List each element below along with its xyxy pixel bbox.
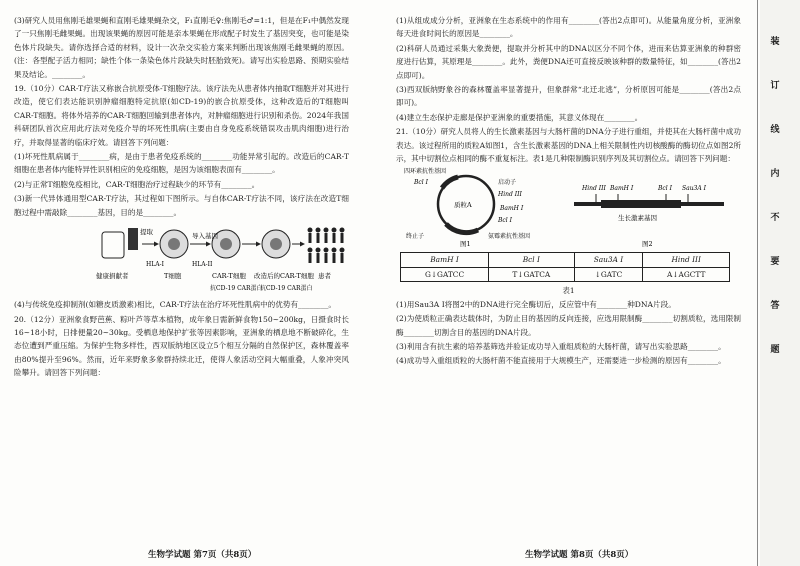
fig-label-extract: 提取 xyxy=(140,228,153,237)
footer-page-7: 生物学试题 第7页（共8页） xyxy=(148,550,257,560)
table-cell: G↓GATCC xyxy=(401,267,489,281)
fig-label-patient: 患者 xyxy=(318,272,331,281)
footer-page-8: 生物学试题 第8页（共8页） xyxy=(525,550,634,560)
restriction-enzyme-table xyxy=(400,252,730,282)
fig-label-donor: 健康捐献者 xyxy=(96,272,129,281)
fig1-label-terminator: 终止子 xyxy=(406,233,425,241)
fig1-label-hind3: Hind III xyxy=(498,191,522,199)
fig-label-import-gene: 导入基因 xyxy=(192,232,218,241)
fig2-label-gh-gene: 生长激素基因 xyxy=(618,214,657,223)
fig1-label-tet: 四环素抗性基因 xyxy=(404,168,447,176)
fig-label-hla2-a: HLA-II xyxy=(192,261,213,269)
fig2-label-sau3a: Sau3A I xyxy=(682,185,706,193)
question-21-4: (4)成功导入重组质粒的大肠杆菌不能直接用于大规模生产，还需要进一步检测的原因有________。 xyxy=(396,356,726,366)
fig1-label-amp: 氨霉素抗性基因 xyxy=(488,233,531,241)
table-header-cell: Bcl I xyxy=(489,253,574,267)
ampicillin-gene-arc xyxy=(446,224,478,233)
question-21-1: (1)用Sau3A I将图2中的DNA进行完全酶切后，反应管中有________种DNA片段。 xyxy=(396,299,676,309)
question-18-3: (3)研究人员用焦刚毛雄果蝇和直刚毛雄果蝇杂交，F₁直刚毛♀:焦刚毛♂=1:1，但是在F₁中偶然发现了一只焦刚毛雌果蝇。出现该果蝇的原因可能是亲本果蝇在形成配子时发生了基因突变，也可能是染色体片段缺失。请你选择合适的材料，设计一次杂交实验方案来判断出现该焦刚毛雌果蝇的原因。(注：各型配子活力相同；缺性个体一条染色体片段缺失时胚胎致死)。请写出实验思路、预期实验结果及结论。________。 xyxy=(14,16,349,79)
modified-car-t-nucleus xyxy=(270,238,282,250)
table-header-row xyxy=(401,253,730,267)
question-19-4: (4)与传统免疫抑制剂(如糖皮质激素)相比，CAR-T疗法在治疗坏死性肌病中的优势有________。 xyxy=(14,300,337,310)
t-cell-nucleus xyxy=(168,238,180,250)
fig2-label-hind3: Hind III xyxy=(582,185,606,193)
table-row xyxy=(401,267,730,281)
question-20-4: (4)建立生态保护走廊是保护亚洲象的重要措施，其意义体现在________。 xyxy=(396,112,643,122)
car-t-process-diagram xyxy=(14,220,349,298)
question-20-2: (2)科研人员通过采集大象粪便，提取并分析其中的DNA以区分不同个体，进而来估算亚洲象的种群密度进行估算，其原理是________。此外，粪便DNA还可直接反映该种群的数量特征，如________(答出2点即可)。 xyxy=(396,43,741,80)
fig-label-hla1-a: HLA-I xyxy=(146,261,164,269)
table-cell: T↓GATCA xyxy=(489,267,574,281)
question-19-2: (2)与正常T细胞免疫相比，CAR-T细胞治疗过程缺少的环节有________。 xyxy=(14,179,260,189)
donor-arm-shape xyxy=(102,232,124,258)
table-cell: A↓AGCTT xyxy=(643,267,730,281)
car-t-cell-nucleus xyxy=(220,238,232,250)
fig2-label-bamh1: BamH I xyxy=(610,185,634,193)
fig-label-car-protein-1: 抗CD-19 CAR蛋白 xyxy=(210,285,263,293)
patient-figures xyxy=(308,228,345,264)
fig1-label-bcl-2: Bcl I xyxy=(498,217,512,225)
table-cell: ↓GATC xyxy=(574,267,643,281)
question-19-intro: 19.（10分）CAR-T疗法又称嵌合抗原受体-T细胞疗法。该疗法先从患者体内抽取T细胞并对其进行改造，使它们表达能识别肿瘤细胞特定抗原(如CD-19)的嵌合抗原受体，这种改造后的T细胞叫CAR-T细胞。将体外培养的CAR-T细胞回输到患者体内，对肿瘤细胞进行识别和杀伤。2024年我国科研团队首次应用此疗法对免疫介导的坏死性肌病(主要由自身免疫系统错误攻击肌肉细胞)进行治疗，并取得显著的临床疗效。请回答下列问题： xyxy=(14,84,349,147)
fig-label-car-t: CAR-T细胞 xyxy=(212,272,246,281)
table-header-cell: Hind III xyxy=(643,253,730,267)
blood-bag-shape xyxy=(128,228,138,250)
tetracycline-gene-arc xyxy=(442,177,458,188)
fig1-label-promoter: 启动子 xyxy=(498,179,517,187)
table1-caption: 表1 xyxy=(562,286,575,296)
left-page xyxy=(14,14,349,381)
table-header-cell: BamH I xyxy=(401,253,489,267)
plasmid-diagram xyxy=(396,166,741,248)
fig2-label-bcl: Bcl I xyxy=(658,185,672,193)
fig1-caption: 图1 xyxy=(460,240,471,249)
table-header-cell: Sau3A I xyxy=(574,253,643,267)
question-20-3: (3)西双版纳野象谷的森林覆盖率显著提升，但象群常“北迁北逃”，分析原因可能是________(答出2点即可)。 xyxy=(396,85,741,108)
binding-strip-text: 装 订 线 内 不 要 答 题 xyxy=(770,37,780,355)
fig1-label-bcl-1: Bcl I xyxy=(414,179,428,187)
binding-line xyxy=(757,0,758,566)
growth-hormone-gene-bar xyxy=(601,200,681,208)
right-page xyxy=(396,14,741,369)
fig-label-t-cell: T细胞 xyxy=(164,272,182,281)
question-21-intro: 21.（10分）研究人员将人的生长激素基因与大肠杆菌的DNA分子进行重组，并使其在大肠杆菌中成功表达。该过程所用的质粒A如图1，含生长激素基因的DNA上相关限制性内切核酸酶的酶切位点如图2所示，其中切割位点相同的酶不重复标注。表1是几种限制酶识别序列及其切割位点。请回答下列问题： xyxy=(396,127,741,164)
question-21-3: (3)利用含有抗生素的培养基筛选并验证成功导入重组质粒的大肠杆菌，请写出实验思路________。 xyxy=(396,341,726,351)
fig1-label-bamh1: BamH I xyxy=(500,205,524,213)
fig-label-modified-car-t: 改造后的CAR-T细胞 xyxy=(254,272,314,281)
fig1-label-plasmid-a: 质粒A xyxy=(454,201,472,210)
fig-label-car-protein-2: 抗CD-19 CAR蛋白 xyxy=(260,285,313,293)
question-20-1: (1)从组成成分分析，亚洲象在生态系统中的作用有________(答出2点即可)。从能量角度分析，亚洲象每天进食时间长的原因是________。 xyxy=(396,16,741,39)
question-19-3: (3)新一代异体通用型CAR-T疗法，其过程如下图所示。与自体CAR-T疗法不同，该疗法在改造T细胞过程中需敲除________基因，目的是________。 xyxy=(14,194,349,217)
question-19-1: (1)坏死性肌病属于________病，是由于患者免疫系统的________功能异常引起的。改造后的CAR-T细胞在患者体内能特异性识别相应的免疫细胞，是因为该细胞表面有________。 xyxy=(14,152,349,175)
question-21-2: (2)为使质粒正确表达载体时，为防止目的基因的反向连接，应选用限制酶________切割质粒，选用限制酶________切割含目的基因的DNA片段。 xyxy=(396,314,741,337)
question-20-intro: 20.（12分）亚洲象食野芭蕉、粽叶芦等草本植物，成年象日需新鲜食物150~200kg，日摄食时长16~18小时，日排便量20~30kg。受栖息地保护扩张等因素影响，亚洲象的栖息地不断破碎化，生态位遭到严重压缩。为保护生物多样性，西双版纳地区设立5个相互分隔的自然保护区，森林覆盖率由80%提升至96%。然而，近年来野象多象群持续北迁，使得人象活动空间大幅重叠，人象冲突风险攀升。请回答下列问题： xyxy=(14,314,349,378)
plasmid-figures xyxy=(396,166,741,248)
car-t-process-figure xyxy=(14,220,349,298)
fig2-caption: 图2 xyxy=(642,240,653,249)
